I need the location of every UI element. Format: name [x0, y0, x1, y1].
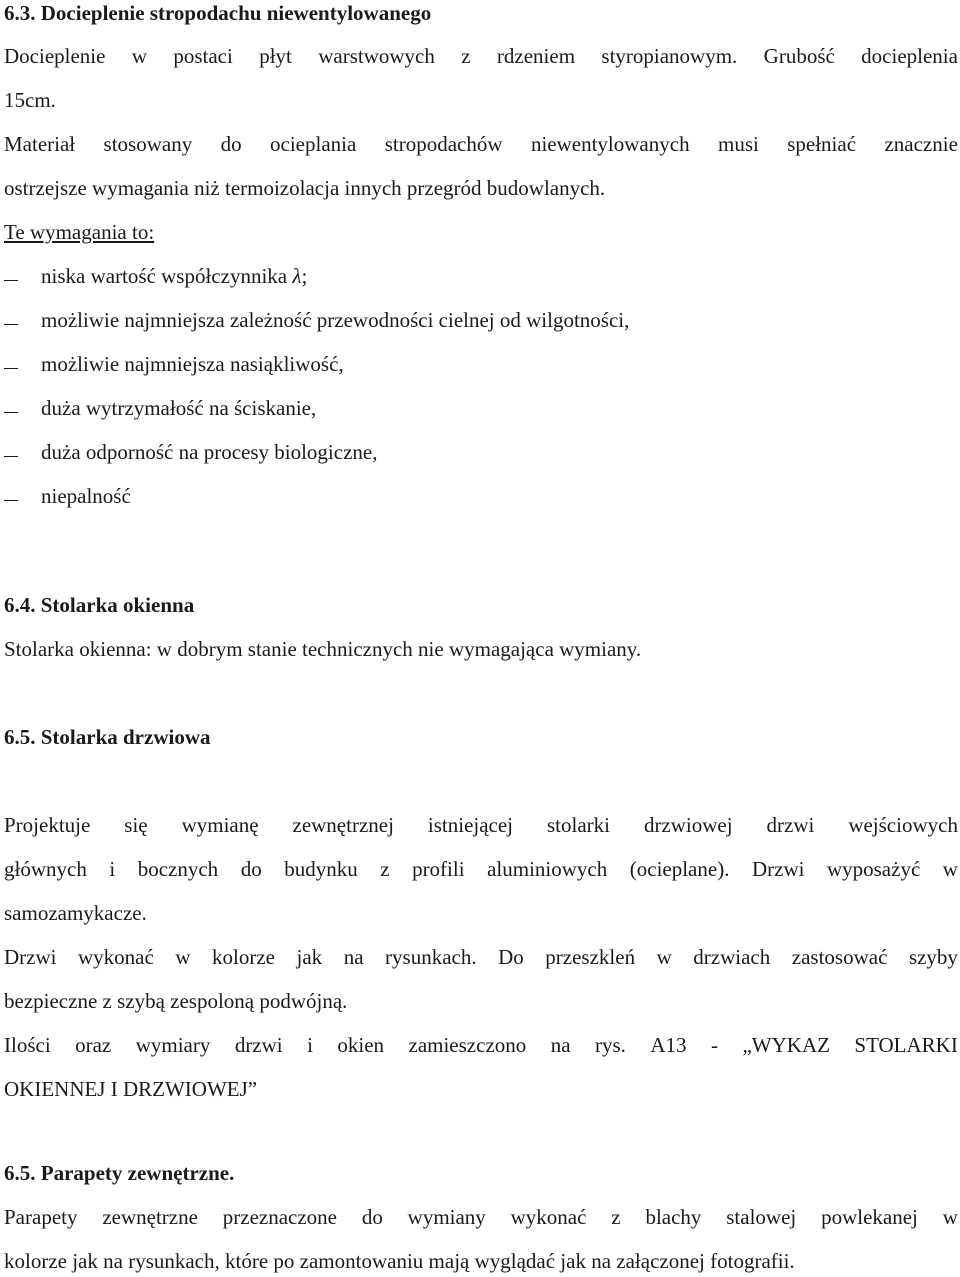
list-item [4, 395, 317, 421]
paragraph-line: ostrzejsze wymagania niż termoizolacja innych przegród budowlanych. [4, 176, 606, 200]
paragraph-line: samozamykacze. [4, 901, 147, 925]
word: bocznych [137, 857, 219, 881]
word: w [656, 945, 672, 969]
list-item-text: duża wytrzymałość na ściskanie, [41, 396, 317, 420]
word: powlekanej [821, 1205, 918, 1229]
word: docieplenia [861, 44, 958, 68]
list-item-text: możliwie najmniejsza nasiąkliwość, [41, 352, 344, 376]
word: przeznaczone [222, 1205, 337, 1229]
word: w [942, 857, 958, 881]
word: zewnętrznej [292, 813, 394, 837]
word: ocieplania [270, 132, 357, 156]
word: drzwiach [693, 945, 771, 969]
word: zewnętrzne [102, 1205, 198, 1229]
paragraph-line: 15cm. [4, 88, 56, 112]
word: wykonać [510, 1205, 587, 1229]
word: Grubość [763, 44, 835, 68]
paragraph-line [4, 944, 958, 970]
word: wymianę [181, 813, 259, 837]
word: w [942, 1205, 958, 1229]
section-heading-6-3: 6.3. Docieplenie stropodachu niewentylowanego [4, 1, 432, 25]
word: do [240, 857, 262, 881]
list-item-text: ; [301, 264, 308, 288]
paragraph-line: bezpieczne z szybą zespoloną podwójną. [4, 989, 348, 1013]
word: i [307, 1033, 313, 1057]
word: z [380, 857, 390, 881]
word: Drzwi [4, 945, 57, 969]
section-heading-6-5-sills: 6.5. Parapety zewnętrzne. [4, 1161, 235, 1185]
word: styropianowym. [601, 44, 738, 68]
list-item [4, 263, 308, 289]
word: - [711, 1033, 719, 1057]
dash-bullet-icon [4, 368, 18, 369]
list-item-text: możliwie najmniejsza zależność przewodności cielnej od wilgotności, [41, 308, 630, 332]
word: Ilości [4, 1033, 51, 1057]
word: na [343, 945, 364, 969]
word: zastosować [791, 945, 888, 969]
word: STOLARKI [854, 1033, 958, 1057]
word: Do [498, 945, 524, 969]
word: do [220, 132, 242, 156]
dash-bullet-icon [4, 500, 18, 501]
list-item-text: niska wartość współczynnika [41, 264, 293, 288]
section-heading-6-4: 6.4. Stolarka okienna [4, 593, 195, 617]
word: zamieszczono [408, 1033, 527, 1057]
paragraph-line [4, 43, 958, 69]
word: stosowany [103, 132, 193, 156]
paragraph-line [4, 1032, 958, 1058]
paragraph-line [4, 856, 958, 882]
word: kolorze [212, 945, 275, 969]
word: istniejącej [427, 813, 514, 837]
word: wyposażyć [826, 857, 921, 881]
word: jak [296, 945, 323, 969]
word: musi [717, 132, 759, 156]
dash-bullet-icon [4, 412, 18, 413]
word: płyt [259, 44, 292, 68]
word: stalowej [726, 1205, 797, 1229]
word: drzwi [766, 813, 815, 837]
word: w [131, 44, 147, 68]
word: budynku [284, 857, 358, 881]
paragraph-line: Stolarka okienna: w dobrym stanie technicznych nie wymagająca wymiany. [4, 637, 642, 661]
paragraph-line [4, 1204, 958, 1230]
list-item [4, 483, 131, 509]
dash-bullet-icon [4, 280, 18, 281]
word: (ocieplane). [629, 857, 730, 881]
word: Materiał [4, 132, 76, 156]
list-item [4, 351, 344, 377]
word: rysunkach. [385, 945, 477, 969]
word: niewentylowanych [530, 132, 690, 156]
word: w [175, 945, 191, 969]
word: z [461, 44, 471, 68]
word: oraz [75, 1033, 112, 1057]
word: wykonać [78, 945, 154, 969]
list-item [4, 439, 378, 465]
word: i [109, 857, 116, 881]
word: Projektuje [4, 813, 91, 837]
paragraph-line [4, 131, 958, 157]
word: stropodachów [384, 132, 503, 156]
word: drzwiowej [643, 813, 733, 837]
word: aluminiowych [487, 857, 608, 881]
paragraph-line: OKIENNEJ I DRZWIOWEJ” [4, 1077, 258, 1101]
word: rys. [595, 1033, 626, 1057]
word: przeszkleń [545, 945, 636, 969]
word: spełniać [787, 132, 857, 156]
word: warstwowych [318, 44, 435, 68]
word: Drzwi [751, 857, 805, 881]
paragraph-line: kolorze jak na rysunkach, które po zamontowaniu mają wyglądać jak na załączonej fotografii. [4, 1249, 795, 1273]
requirements-label: Te wymagania to: [4, 220, 155, 244]
paragraph-line [4, 812, 958, 838]
word: z [611, 1205, 621, 1229]
word: profili [412, 857, 465, 881]
word: Docieplenie [4, 44, 106, 68]
list-item-text: niepalność [41, 484, 131, 508]
word: postaci [173, 44, 233, 68]
word: A13 [650, 1033, 687, 1057]
word: okien [337, 1033, 385, 1057]
dash-bullet-icon [4, 324, 18, 325]
word: wymiary [135, 1033, 211, 1057]
dash-bullet-icon [4, 456, 18, 457]
word: blachy [645, 1205, 702, 1229]
word: rdzeniem [496, 44, 576, 68]
word: głównych [4, 857, 87, 881]
list-item-text: duża odporność na procesy biologiczne, [41, 440, 378, 464]
word: drzwi [234, 1033, 283, 1057]
section-heading-6-5-doors: 6.5. Stolarka drzwiowa [4, 725, 211, 749]
word: na [550, 1033, 571, 1057]
word: wymiany [407, 1205, 486, 1229]
word: stolarki [546, 813, 610, 837]
word: wejściowych [848, 813, 958, 837]
word: się [124, 813, 148, 837]
word: znacznie [884, 132, 958, 156]
word: Parapety [4, 1205, 78, 1229]
word: do [361, 1205, 383, 1229]
word: „WYKAZ [742, 1033, 830, 1057]
list-item [4, 307, 630, 333]
word: szyby [908, 945, 958, 969]
lambda-symbol: λ [292, 264, 302, 288]
